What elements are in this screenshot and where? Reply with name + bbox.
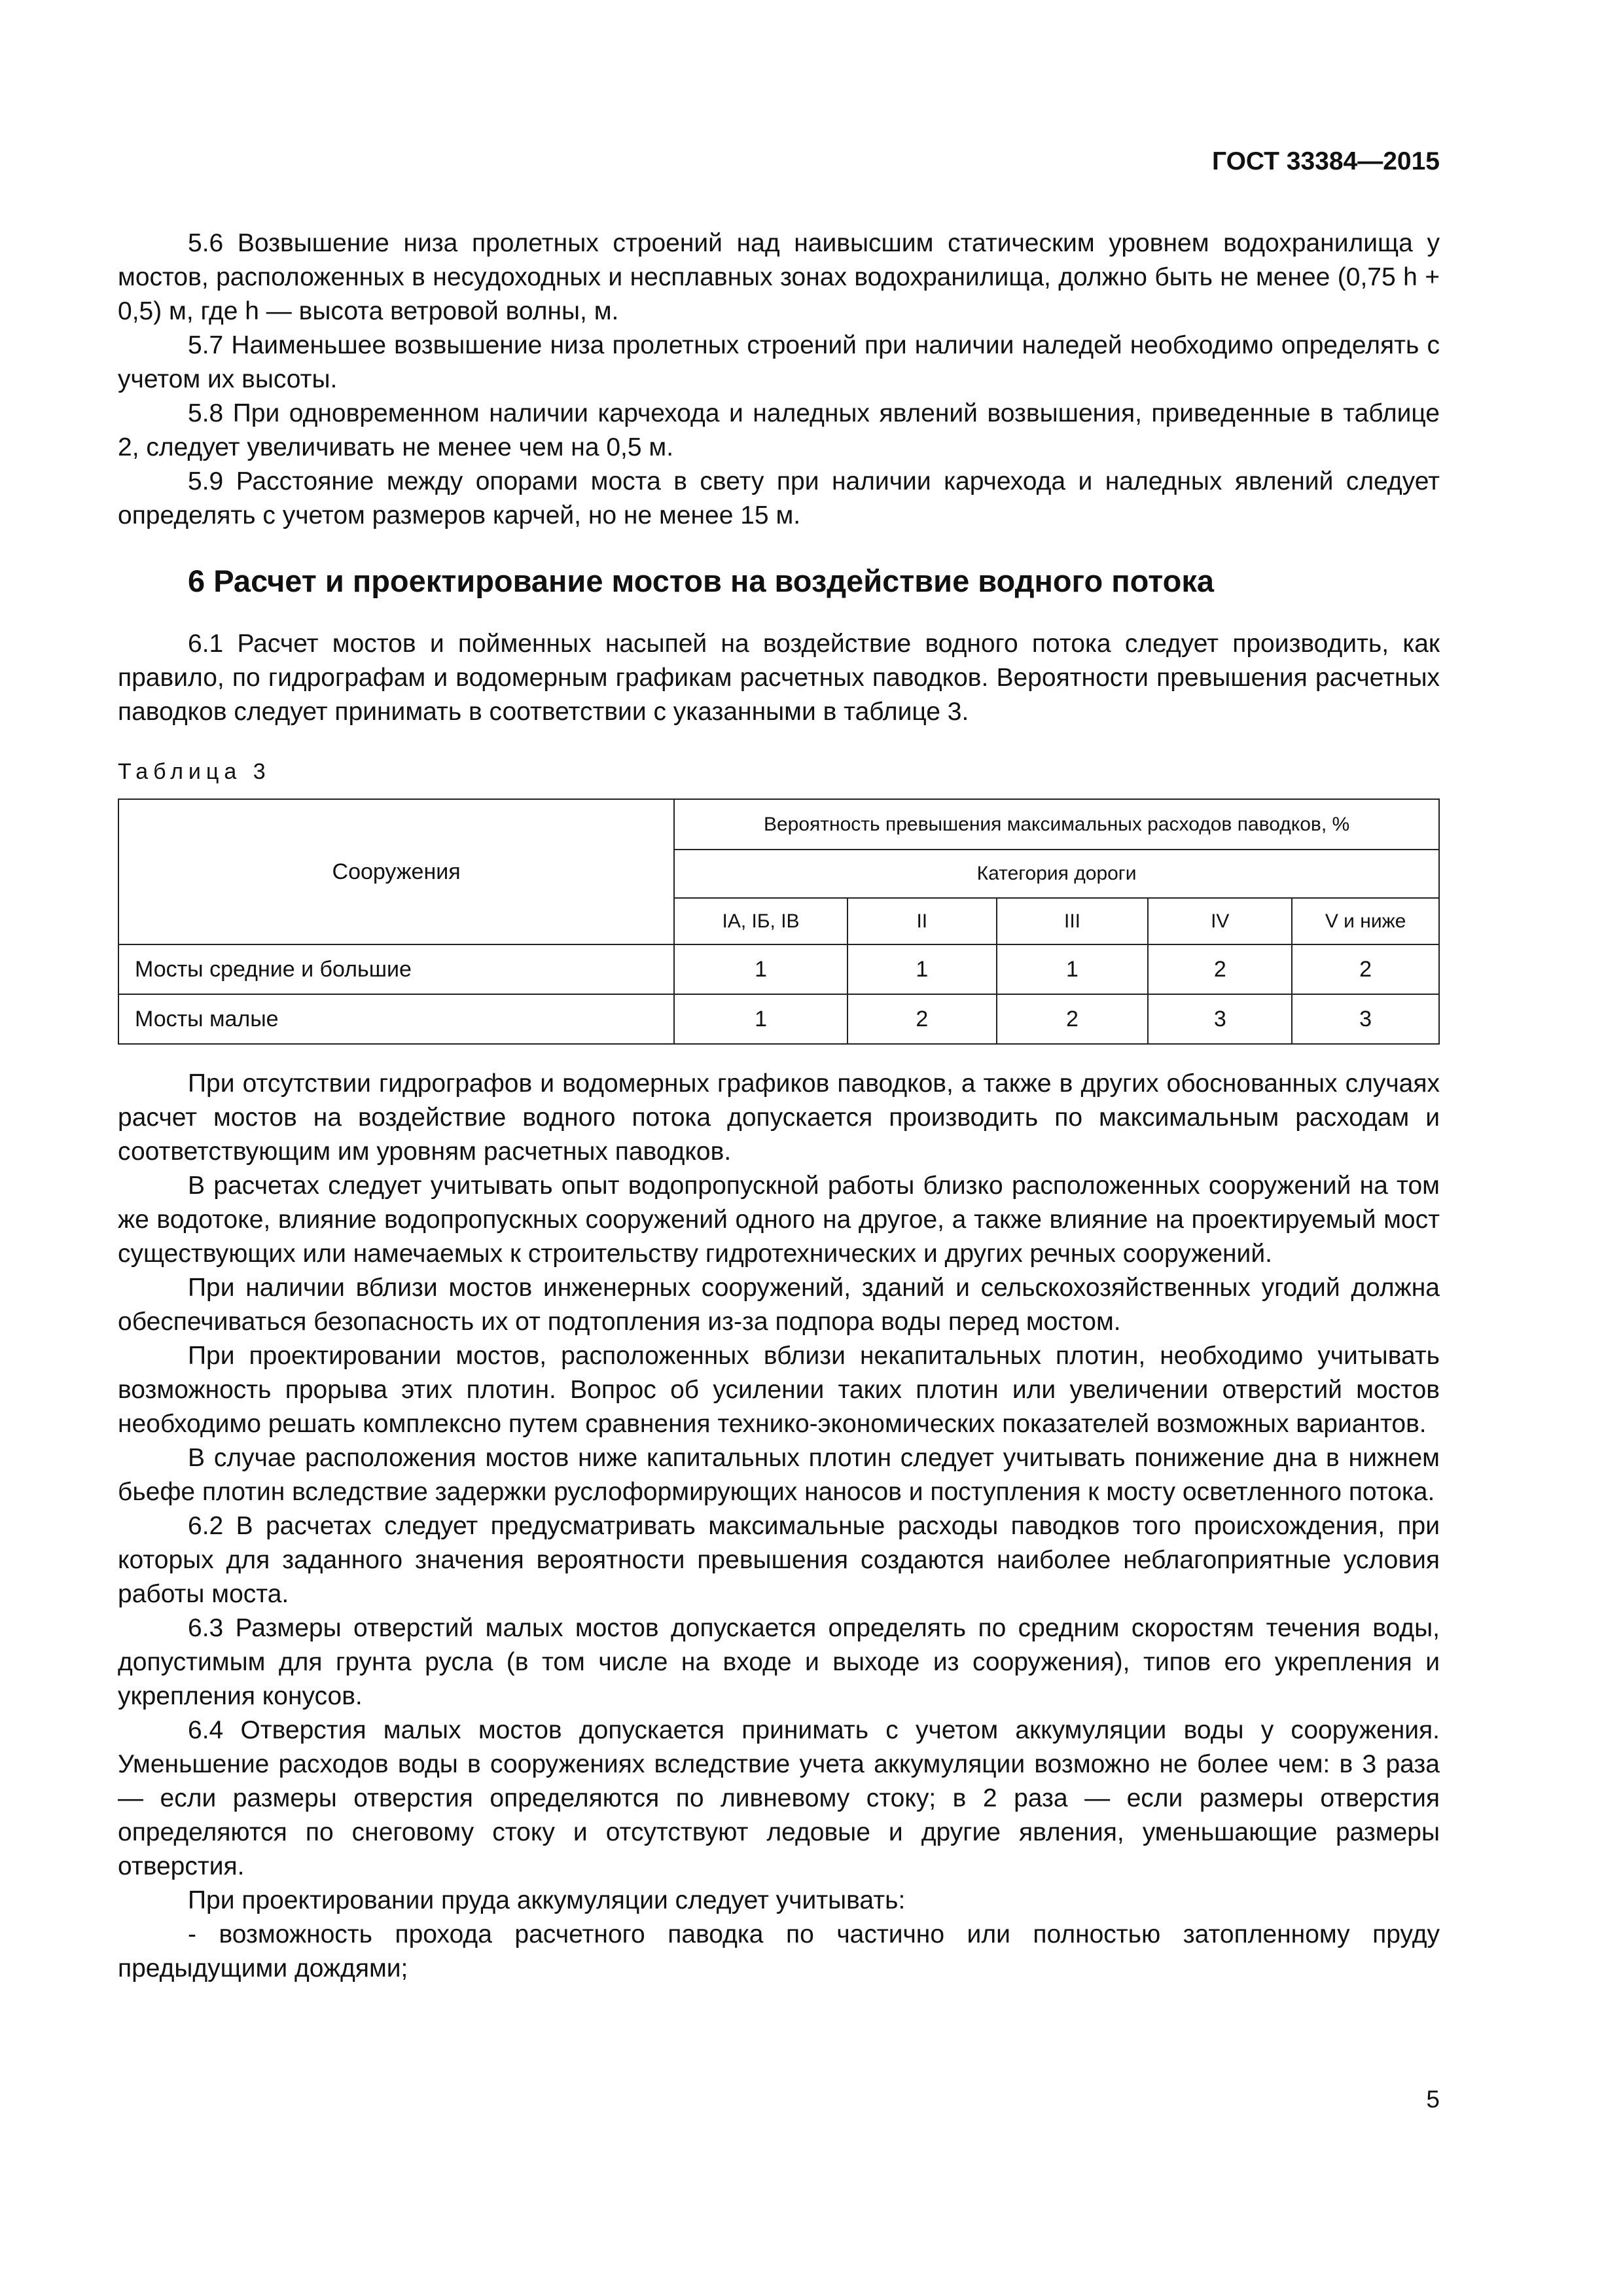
header-category-5: V и ниже	[1292, 898, 1439, 944]
header-probability: Вероятность превышения максимальных расходов паводков, %	[674, 799, 1439, 850]
header-structures: Сооружения	[118, 799, 674, 944]
paragraph-5-6: 5.6 Возвышение низа пролетных строений над наивысшим статическим уровнем водохранилища у мостов, расположенных в несудоходных и несплавных зонах водохранилища, должно быть не менее (0,75 h + 0,5) м, где h — высота ветровой волны, м.	[118, 229, 1440, 325]
table-cell: 2	[997, 994, 1149, 1044]
list-item: - возможность прохода расчетного паводка по частично или полностью затопленному пруду предыдущими дождями;	[118, 1920, 1440, 1982]
paragraph-6-3: 6.3 Размеры отверстий малых мостов допускается определять по средним скоростям течения воды, допустимым для грунта русла (в том числе на входе и выходе из сооружения), типов его укрепления и укрепления конусов.	[118, 1614, 1440, 1710]
table-cell: 1	[997, 944, 1149, 994]
header-category-1: IA, IБ, IB	[674, 898, 847, 944]
section-5-text	[118, 226, 1440, 533]
paragraph-6-1: 6.1 Расчет мостов и пойменных насыпей на воздействие водного потока следует производить, как правило, по гидрографам и водомерным графикам расчетных паводков. Вероятности превышения расчетных паводков следует принимать в соответствии с указанными в таблице 3.	[118, 630, 1440, 726]
table-cell: 1	[674, 944, 847, 994]
section-6-heading: 6 Расчет и проектирование мостов на воздействие водного потока	[188, 564, 1214, 598]
paragraph-6-2: 6.2 В расчетах следует предусматривать максимальные расходы паводков того происхождения, при которых для заданного значения вероятности превышения создаются наиболее неблагоприятные условия работы моста.	[118, 1512, 1440, 1608]
table-cell: 1	[847, 944, 997, 994]
paragraph-5-8: 5.8 При одновременном наличии карчехода и наледных явлений возвышения, приведенные в таблице 2, следует увеличивать не менее чем на 0,5 м.	[118, 399, 1440, 461]
table-cell: 2	[847, 994, 997, 1044]
table-cell: 3	[1292, 994, 1439, 1044]
document-header: ГОСТ 33384—2015	[1212, 147, 1440, 175]
paragraph-5-7: 5.7 Наименьшее возвышение низа пролетных строений при наличии наледей необходимо определять с учетом их высоты.	[118, 331, 1440, 393]
table-cell: 2	[1148, 944, 1292, 994]
section-6-body	[118, 1067, 1440, 1986]
paragraph: В случае расположения мостов ниже капитальных плотин следует учитывать понижение дна в нижнем бьефе плотин вследствие задержки руслоформирующих наносов и поступления к мосту осветленного потока.	[118, 1444, 1440, 1506]
paragraph-5-9: 5.9 Расстояние между опорами моста в свету при наличии карчехода и наледных явлений следует определять с учетом размеров карчей, но не менее 15 м.	[118, 467, 1440, 529]
table-caption: Таблица 3	[118, 759, 271, 784]
row-name: Мосты средние и большие	[118, 944, 674, 994]
table-row	[118, 944, 1439, 994]
page-number: 5	[1426, 2086, 1440, 2113]
paragraph: При проектировании пруда аккумуляции следует учитывать:	[188, 1886, 906, 1914]
table-cell: 2	[1292, 944, 1439, 994]
header-category-2: II	[847, 898, 997, 944]
table-cell: 3	[1148, 994, 1292, 1044]
paragraph-6-4: 6.4 Отверстия малых мостов допускается принимать с учетом аккумуляции воды у сооружения. Уменьшение расходов воды в сооружениях вследствие учета аккумуляции возможно не более чем: в 3 раза — если размеры отверстия определяются по ливневому стоку; в 2 раза — если размеры отверстия определяются по снеговому стоку и отсутствуют ледовые и другие явления, уменьшающие размеры отверстия.	[118, 1716, 1440, 1880]
table-row	[118, 994, 1439, 1044]
table-3	[118, 798, 1440, 1045]
header-category-4: IV	[1148, 898, 1292, 944]
row-name: Мосты малые	[118, 994, 674, 1044]
paragraph: При наличии вблизи мостов инженерных сооружений, зданий и сельскохозяйственных угодий должна обеспечиваться безопасность их от подтопления из-за подпора воды перед мостом.	[118, 1274, 1440, 1336]
section-6-intro	[118, 627, 1440, 729]
header-category-3: III	[997, 898, 1149, 944]
paragraph: При отсутствии гидрографов и водомерных графиков паводков, а также в других обоснованных случаях расчет мостов на воздействие водного потока допускается производить по максимальным расходам и соответствующим им уровням расчетных паводков.	[118, 1069, 1440, 1166]
paragraph: При проектировании мостов, расположенных вблизи некапитальных плотин, необходимо учитывать возможность прорыва этих плотин. Вопрос об усилении таких плотин или увеличении отверстий мостов необходимо решать комплексно путем сравнения технико-экономических показателей возможных вариантов.	[118, 1342, 1440, 1438]
header-road-category: Категория дороги	[674, 850, 1439, 898]
table-cell: 1	[674, 994, 847, 1044]
paragraph: В расчетах следует учитывать опыт водопропускной работы близко расположенных сооружений на том же водотоке, влияние водопропускных сооружений одного на другое, а также влияние на проектируемый мост существующих или намечаемых к строительству гидротехнических и других речных сооружений.	[118, 1172, 1440, 1268]
